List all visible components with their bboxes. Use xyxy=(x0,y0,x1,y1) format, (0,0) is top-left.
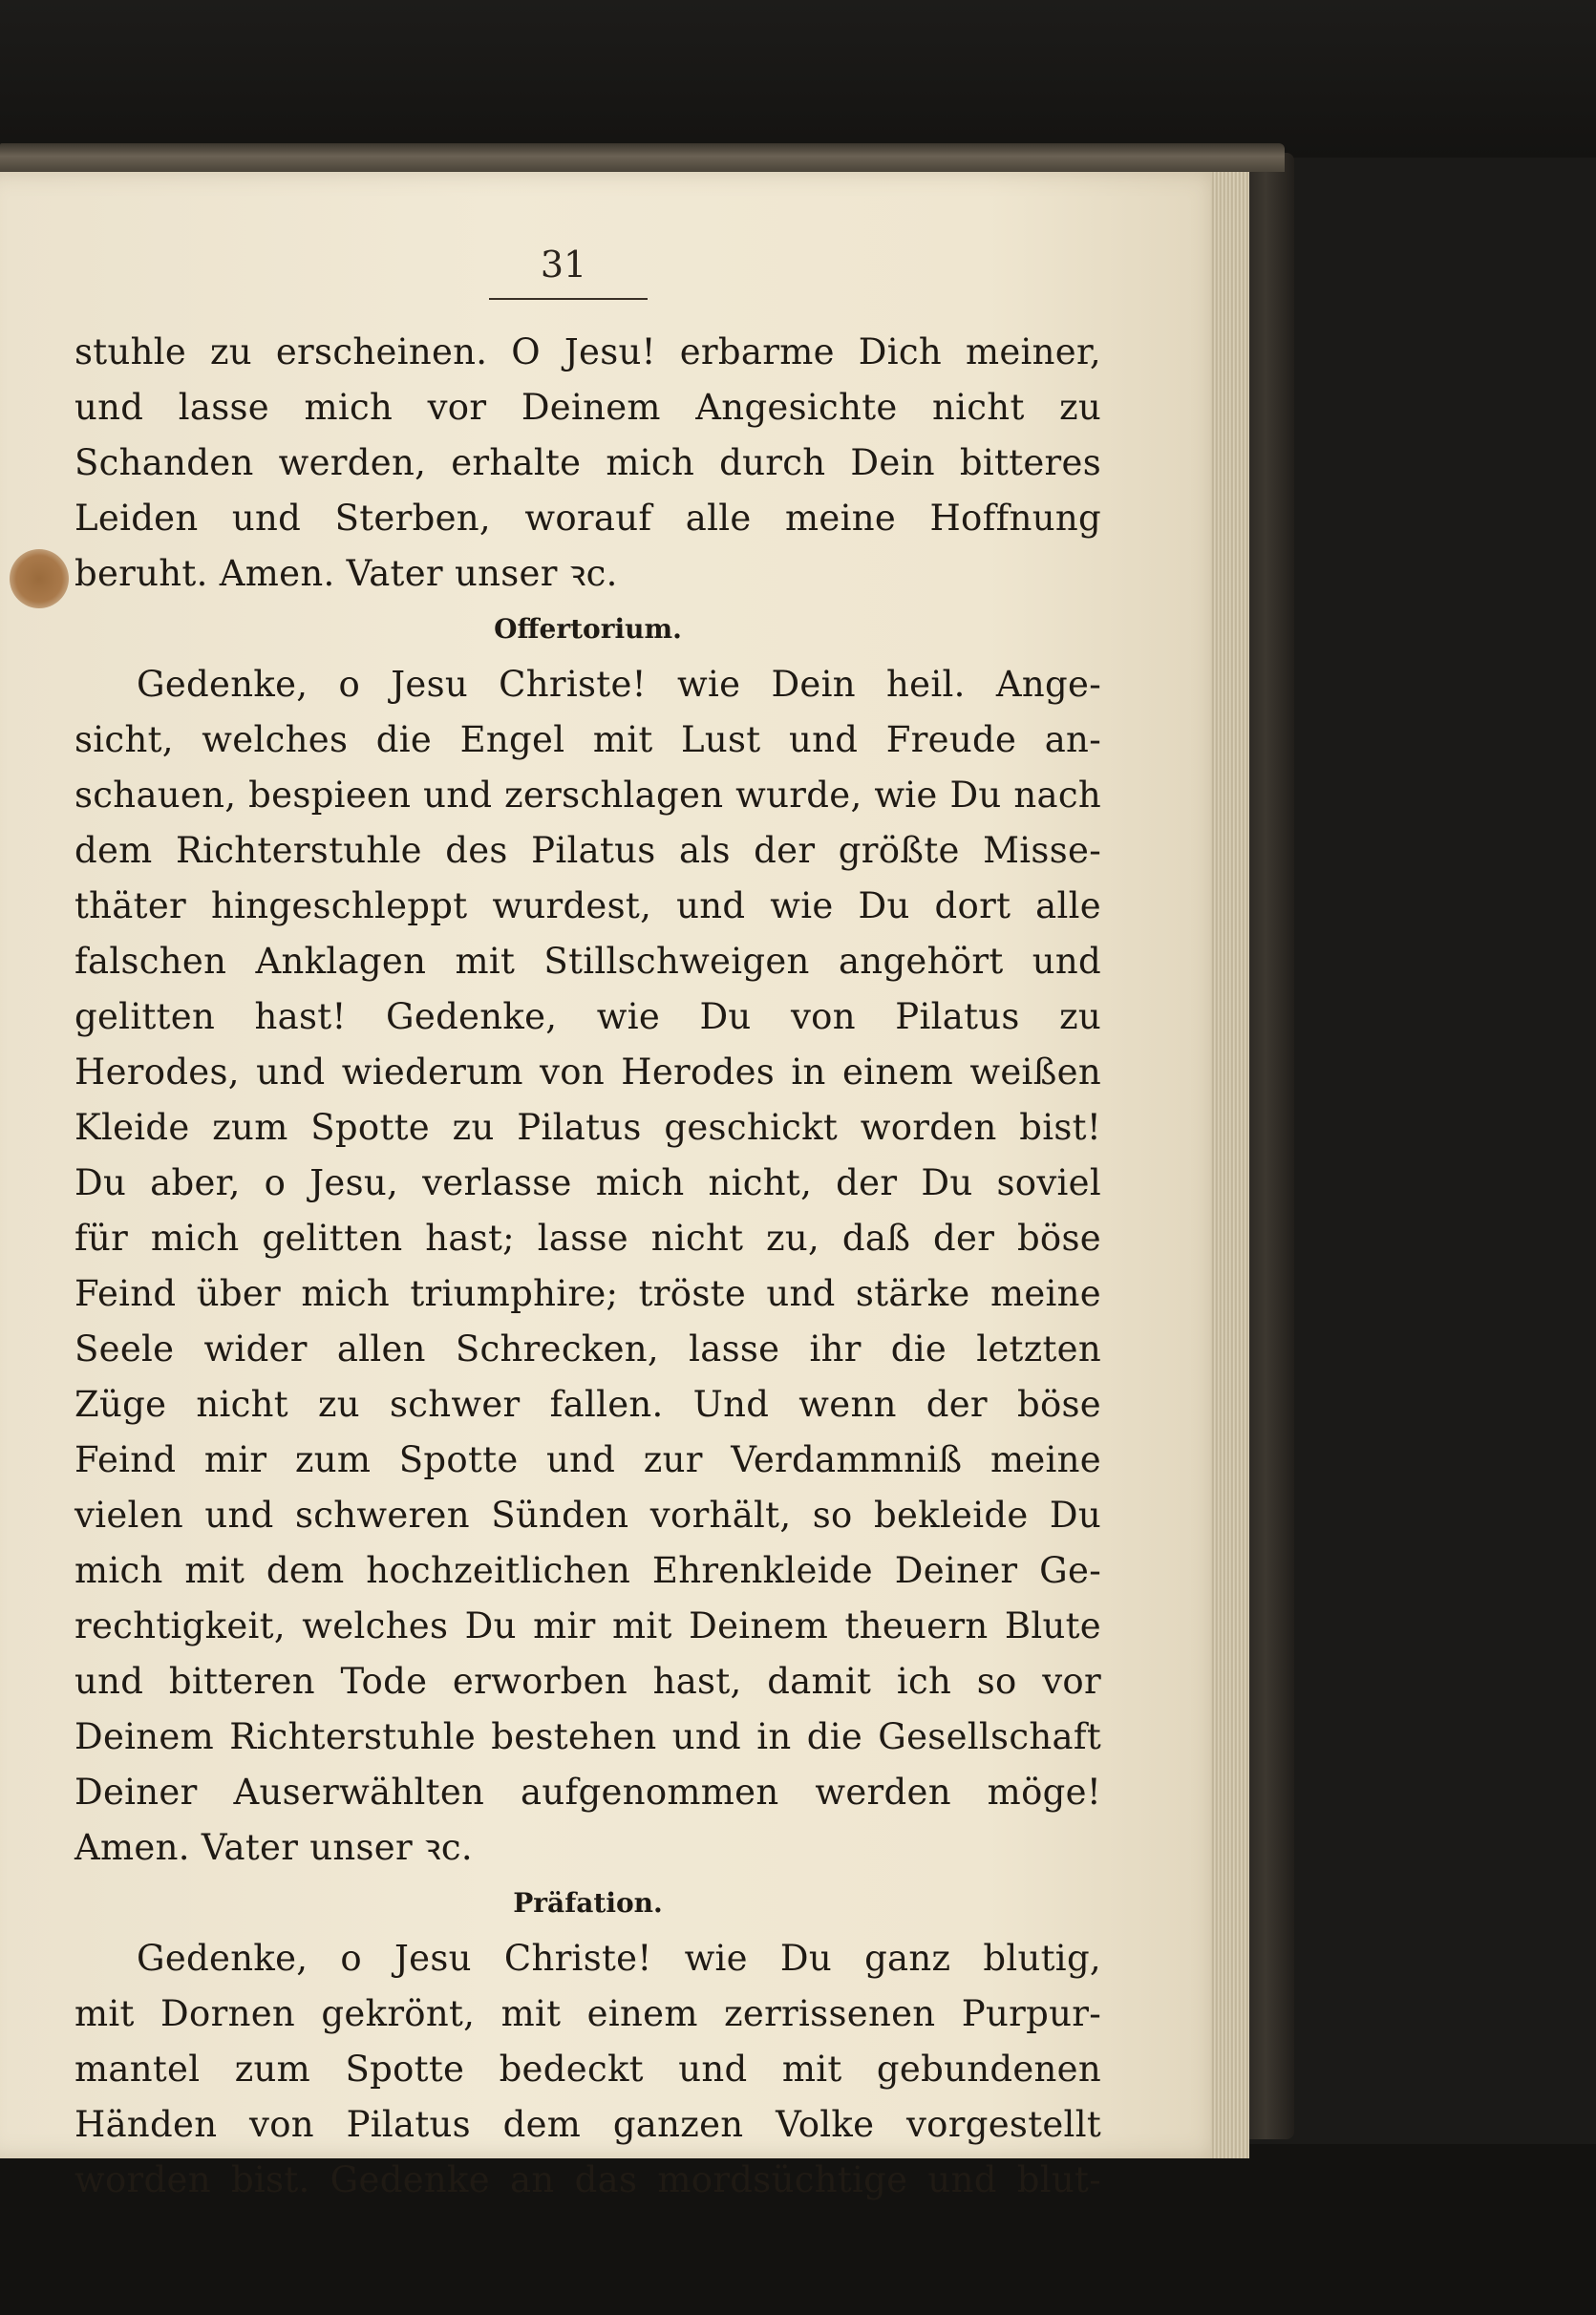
text-line: worden bist. Gedenke an das mordsüchtige und blut- xyxy=(74,2159,1101,2200)
text-line: Gedenke, o Jesu Christe! wie Dein heil. Ange- xyxy=(137,664,1101,705)
text-line: sicht, welches die Engel mit Lust und Freude an- xyxy=(74,719,1101,760)
text-line: rechtigkeit, welches Du mir mit Deinem theuern Blute xyxy=(74,1605,1101,1646)
page-number: 31 xyxy=(540,244,587,286)
text-line: beruht. Amen. Vater unser ꝛc. xyxy=(74,553,618,594)
text-line: Amen. Vater unser ꝛc. xyxy=(74,1827,473,1868)
text-line: Deiner Auserwählten aufgenommen werden möge! xyxy=(74,1772,1101,1813)
text-line: mit Dornen gekrönt, mit einem zerrissenen Purpur- xyxy=(74,1993,1101,2034)
text-line: mich mit dem hochzeitlichen Ehrenkleide Deiner Ge- xyxy=(74,1550,1101,1591)
text-line: Kleide zum Spotte zu Pilatus geschickt worden bist! xyxy=(74,1107,1101,1148)
text-line: Deinem Richterstuhle bestehen und in die Gesellschaft xyxy=(74,1716,1101,1757)
text-line: und lasse mich vor Deinem Angesichte nicht zu xyxy=(74,387,1101,428)
text-line: Leiden und Sterben, worauf alle meine Hoffnung xyxy=(74,498,1101,539)
text-line: Schanden werden, erhalte mich durch Dein bitteres xyxy=(74,442,1101,483)
page-text xyxy=(74,325,1101,2208)
text-line: vielen und schweren Sünden vorhält, so bekleide Du xyxy=(74,1495,1101,1536)
text-line: und bitteren Tode erworben hast, damit ich so vor xyxy=(74,1661,1101,1702)
text-line: für mich gelitten hast; lasse nicht zu, daß der böse xyxy=(74,1218,1101,1259)
text-line: Feind mir zum Spotte und zur Verdammniß meine xyxy=(74,1439,1101,1480)
page-stain xyxy=(10,549,69,608)
text-line: Herodes, und wiederum von Herodes in einem weißen xyxy=(74,1051,1101,1093)
text-line: thäter hingeschleppt wurdest, und wie Du dort alle xyxy=(74,885,1101,926)
text-line: gelitten hast! Gedenke, wie Du von Pilatus zu xyxy=(74,996,1101,1037)
text-line: Feind über mich triumphire; tröste und stärke meine xyxy=(74,1273,1101,1314)
page-number-rule xyxy=(489,298,648,300)
book-cover-edge xyxy=(0,143,1285,172)
text-line: dem Richterstuhle des Pilatus als der größte Misse- xyxy=(74,830,1101,871)
section-heading-praefation: Präfation. xyxy=(513,1887,663,1919)
text-line: Seele wider allen Schrecken, lasse ihr die letzten xyxy=(74,1328,1101,1370)
text-line: mantel zum Spotte bedeckt und mit gebundenen xyxy=(74,2049,1101,2090)
text-line: Händen von Pilatus dem ganzen Volke vorgestellt xyxy=(74,2104,1101,2145)
page-edges xyxy=(1211,172,1249,2158)
text-line: Gedenke, o Jesu Christe! wie Du ganz blutig, xyxy=(137,1938,1101,1979)
background-top xyxy=(0,0,1596,158)
text-line: falschen Anklagen mit Stillschweigen angehört und xyxy=(74,941,1101,982)
text-line: stuhle zu erscheinen. O Jesu! erbarme Dich meiner, xyxy=(74,331,1101,372)
text-line: Züge nicht zu schwer fallen. Und wenn der böse xyxy=(74,1384,1101,1425)
text-line: schauen, bespieen und zerschlagen wurde, wie Du nach xyxy=(74,775,1101,816)
section-heading-offertorium: Offertorium. xyxy=(494,613,682,645)
text-line: Du aber, o Jesu, verlasse mich nicht, der Du soviel xyxy=(74,1162,1101,1203)
book-cover-side xyxy=(1246,153,1294,2139)
